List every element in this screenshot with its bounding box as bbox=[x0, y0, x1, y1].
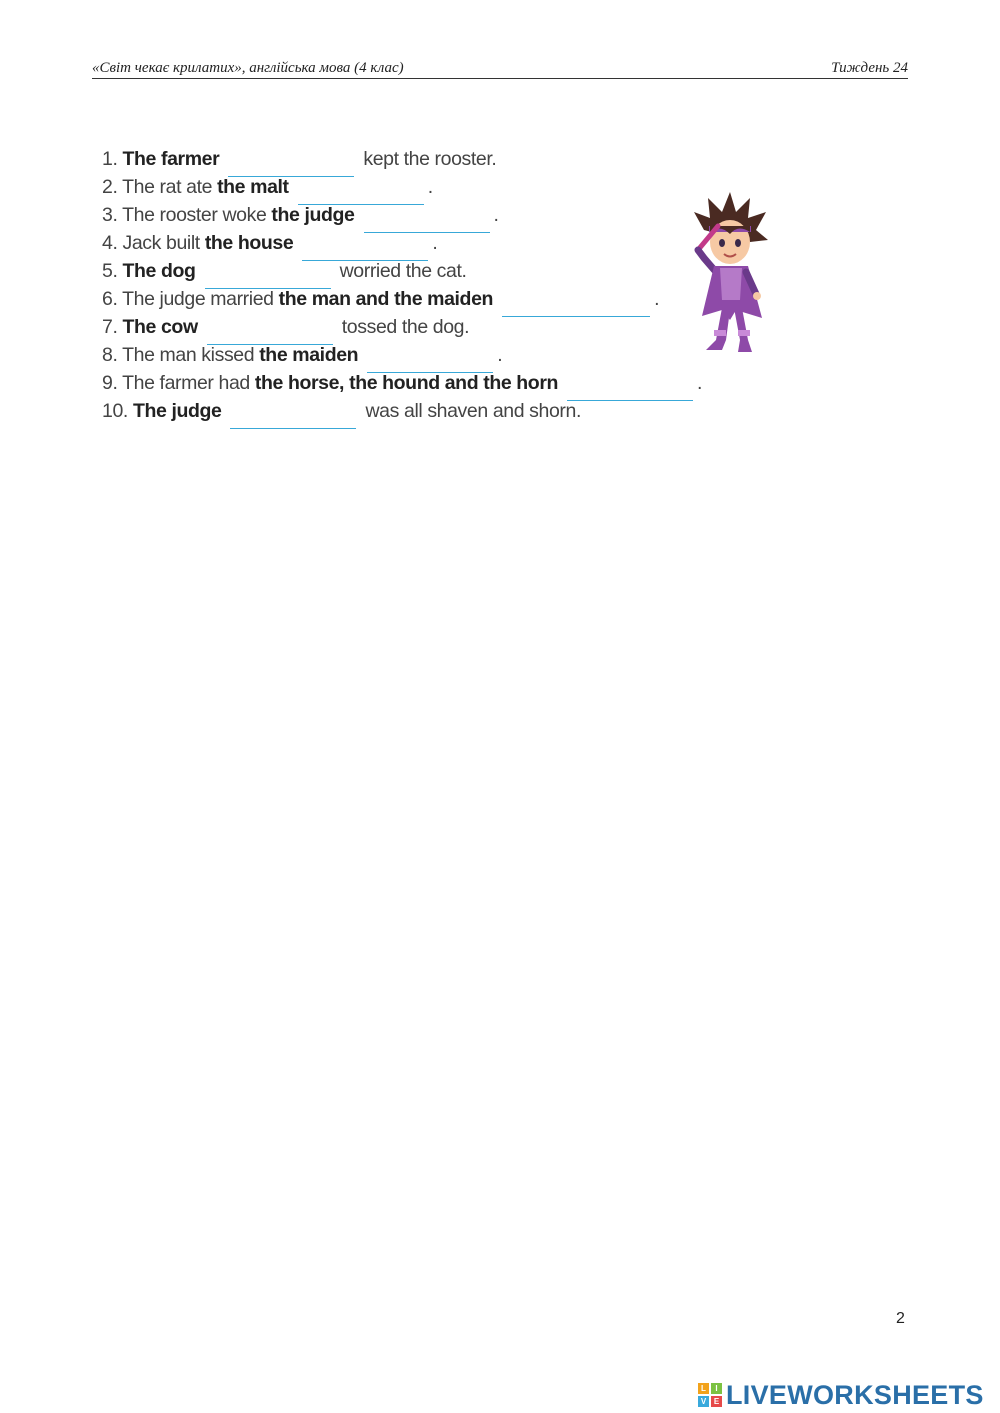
item-lead: The judge married bbox=[122, 288, 274, 310]
item-rest: was all shaven and shorn. bbox=[365, 400, 581, 422]
page-header bbox=[92, 58, 908, 79]
item-object: the maiden bbox=[259, 344, 359, 366]
item-object: the malt bbox=[217, 176, 289, 198]
item-object: the horse, the hound and the horn bbox=[254, 372, 559, 394]
logo-blocks-icon bbox=[698, 1383, 722, 1407]
header-course-title: «Світ чекає крилатих», англійська мова (4 клас) bbox=[92, 60, 404, 76]
item-rest: . bbox=[427, 176, 433, 198]
item-rest: . bbox=[654, 288, 660, 310]
item-rest: . bbox=[497, 344, 503, 366]
item-number: 4. bbox=[102, 232, 118, 254]
item-object: the house bbox=[204, 232, 294, 254]
logo-block: E bbox=[711, 1396, 722, 1407]
exercise-item-4 bbox=[102, 229, 742, 257]
item-object: the man and the maiden bbox=[278, 288, 494, 310]
answer-input-6[interactable] bbox=[502, 294, 650, 317]
exercise-item-1 bbox=[102, 145, 742, 173]
item-number: 9. bbox=[102, 372, 118, 394]
exercise-item-3 bbox=[102, 201, 742, 229]
item-rest: worried the cat. bbox=[339, 260, 467, 282]
item-subject: The farmer bbox=[122, 148, 220, 170]
item-number: 7. bbox=[102, 316, 118, 338]
item-number: 8. bbox=[102, 344, 118, 366]
exercise-item-5 bbox=[102, 257, 742, 285]
item-object: the judge bbox=[271, 204, 355, 226]
answer-input-10[interactable] bbox=[230, 406, 356, 429]
item-number: 3. bbox=[102, 204, 118, 226]
item-subject: The dog bbox=[122, 260, 196, 282]
exercise-item-8 bbox=[102, 341, 742, 369]
item-lead: The farmer had bbox=[122, 372, 250, 394]
exercise-item-10 bbox=[102, 397, 742, 425]
item-number: 1. bbox=[102, 148, 118, 170]
header-week: Тиждень 24 bbox=[831, 60, 908, 76]
page-number: 2 bbox=[896, 1310, 905, 1327]
liveworksheets-logo bbox=[698, 1378, 984, 1412]
logo-block: L bbox=[698, 1383, 709, 1394]
item-number: 6. bbox=[102, 288, 118, 310]
item-number: 10. bbox=[102, 400, 128, 422]
answer-input-9[interactable] bbox=[567, 378, 693, 401]
logo-wordmark: LIVEWORKSHEETS bbox=[726, 1379, 984, 1410]
exercise-list bbox=[102, 145, 742, 425]
logo-block: I bbox=[711, 1383, 722, 1394]
exercise-item-7 bbox=[102, 313, 742, 341]
exercise-item-2 bbox=[102, 173, 742, 201]
exercise-item-6 bbox=[102, 285, 742, 313]
item-rest: . bbox=[493, 204, 499, 226]
item-subject: The cow bbox=[122, 316, 198, 338]
item-lead: The man kissed bbox=[122, 344, 255, 366]
item-lead: The rooster woke bbox=[122, 204, 267, 226]
item-number: 2. bbox=[102, 176, 118, 198]
logo-block: V bbox=[698, 1396, 709, 1407]
item-number: 5. bbox=[102, 260, 118, 282]
exercise-item-9 bbox=[102, 369, 742, 397]
item-rest: . bbox=[432, 232, 438, 254]
cartoon-girl-illustration bbox=[676, 190, 786, 358]
item-rest: kept the rooster. bbox=[363, 148, 497, 170]
item-rest: tossed the dog. bbox=[341, 316, 470, 338]
item-rest: . bbox=[697, 372, 703, 394]
item-lead: Jack built bbox=[122, 232, 200, 254]
item-subject: The judge bbox=[132, 400, 222, 422]
item-lead: The rat ate bbox=[122, 176, 213, 198]
